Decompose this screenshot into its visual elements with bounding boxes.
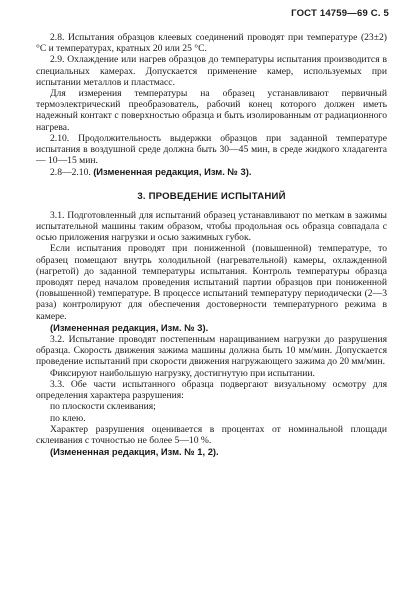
paragraph-3-3: 3.3. Обе части испытанного образца подвергают визуальному осмотру для определения характера разрушения: (36, 378, 387, 402)
paragraph-2-9: 2.9. Охлаждение или нагрев образцов до температуры испытания производится в специальных камерах. Допускается применение камер, используемых при испытании металлов и пластмасс. (36, 54, 387, 88)
paragraph-2-9-sensor: Для измерения температуры на образец устанавливают первичный термоэлектрический преобразователь, рабочий конец которого должен иметь надежный контакт с поверхностью образца и быть изолированным от радиационного нагрева. (36, 88, 387, 133)
paragraph-3-3-assessment: Характер разрушения оценивается в процентах от номинальной площади склеивания с точностью не более 5—10 %. (36, 423, 387, 446)
paragraph-3-1-temperature: Если испытания проводят при пониженной (повышенной) температуре, то образец помещают внутрь холодильной (нагревательной) камеры, охлажденной (нагретой) до заданной температуры испытания. Контроль температуры образца проводят перед началом проведения испытаний партии образцов при пониженной (повышенной) температуре. В процессе испытаний температуру периодически (2—3 раза) контролируют для обеспечения достоверности температурного режима в камере. (36, 243, 387, 322)
edition-note-1-ref: 2.8—2.10. (50, 167, 91, 179)
document-body (36, 32, 387, 458)
edition-note-1-text: (Измененная редакция, Изм. № 3). (93, 166, 252, 178)
edition-note-2-line (36, 322, 387, 334)
running-head: ГОСТ 14759—69 С. 5 (291, 8, 389, 19)
section-title: 3. ПРОВЕДЕНИЕ ИСПЫТАНИЙ (137, 190, 286, 202)
paragraph-2-10: 2.10. Продолжительность выдержки образцов при заданной температуре испытания в воздушной среде должна быть 30—45 мин, в среде жидкого хладагента — 10—15 мин. (36, 132, 387, 167)
list-item-glue: по клею. (50, 412, 86, 424)
edition-note-3-line (36, 446, 387, 458)
paragraph-2-8: 2.8. Испытания образцов клеевых соединений проводят при температуре (23±2) °С и температурах, кратных 20 или 25 °С. (36, 32, 387, 55)
paragraph-3-1: 3.1. Подготовленный для испытаний образец устанавливают по меткам в зажимы испытательной машины таким образом, чтобы продольная ось образца совпадала с осью приложения нагрузки и осью зажимных губок. (36, 209, 387, 244)
edition-note-3: (Измененная редакция, Изм. № 1, 2). (50, 446, 219, 458)
edition-note-2: (Измененная редакция, Изм. № 3). (50, 321, 209, 333)
paragraph-3-2: 3.2. Испытание проводят постепенным наращиванием нагрузки до разрушения образца. Скорость движения зажима машины должна быть 10 мм/мин. Допускается проведение испытаний при скорости движения нагружающего зажима до 20 мм/мин. (36, 334, 387, 368)
edition-note-1 (36, 166, 387, 178)
paragraph-3-2-fix: Фиксируют наибольшую нагрузку, достигнутую при испытании. (50, 367, 315, 379)
list-item-plane: по плоскости склеивания; (50, 401, 156, 413)
